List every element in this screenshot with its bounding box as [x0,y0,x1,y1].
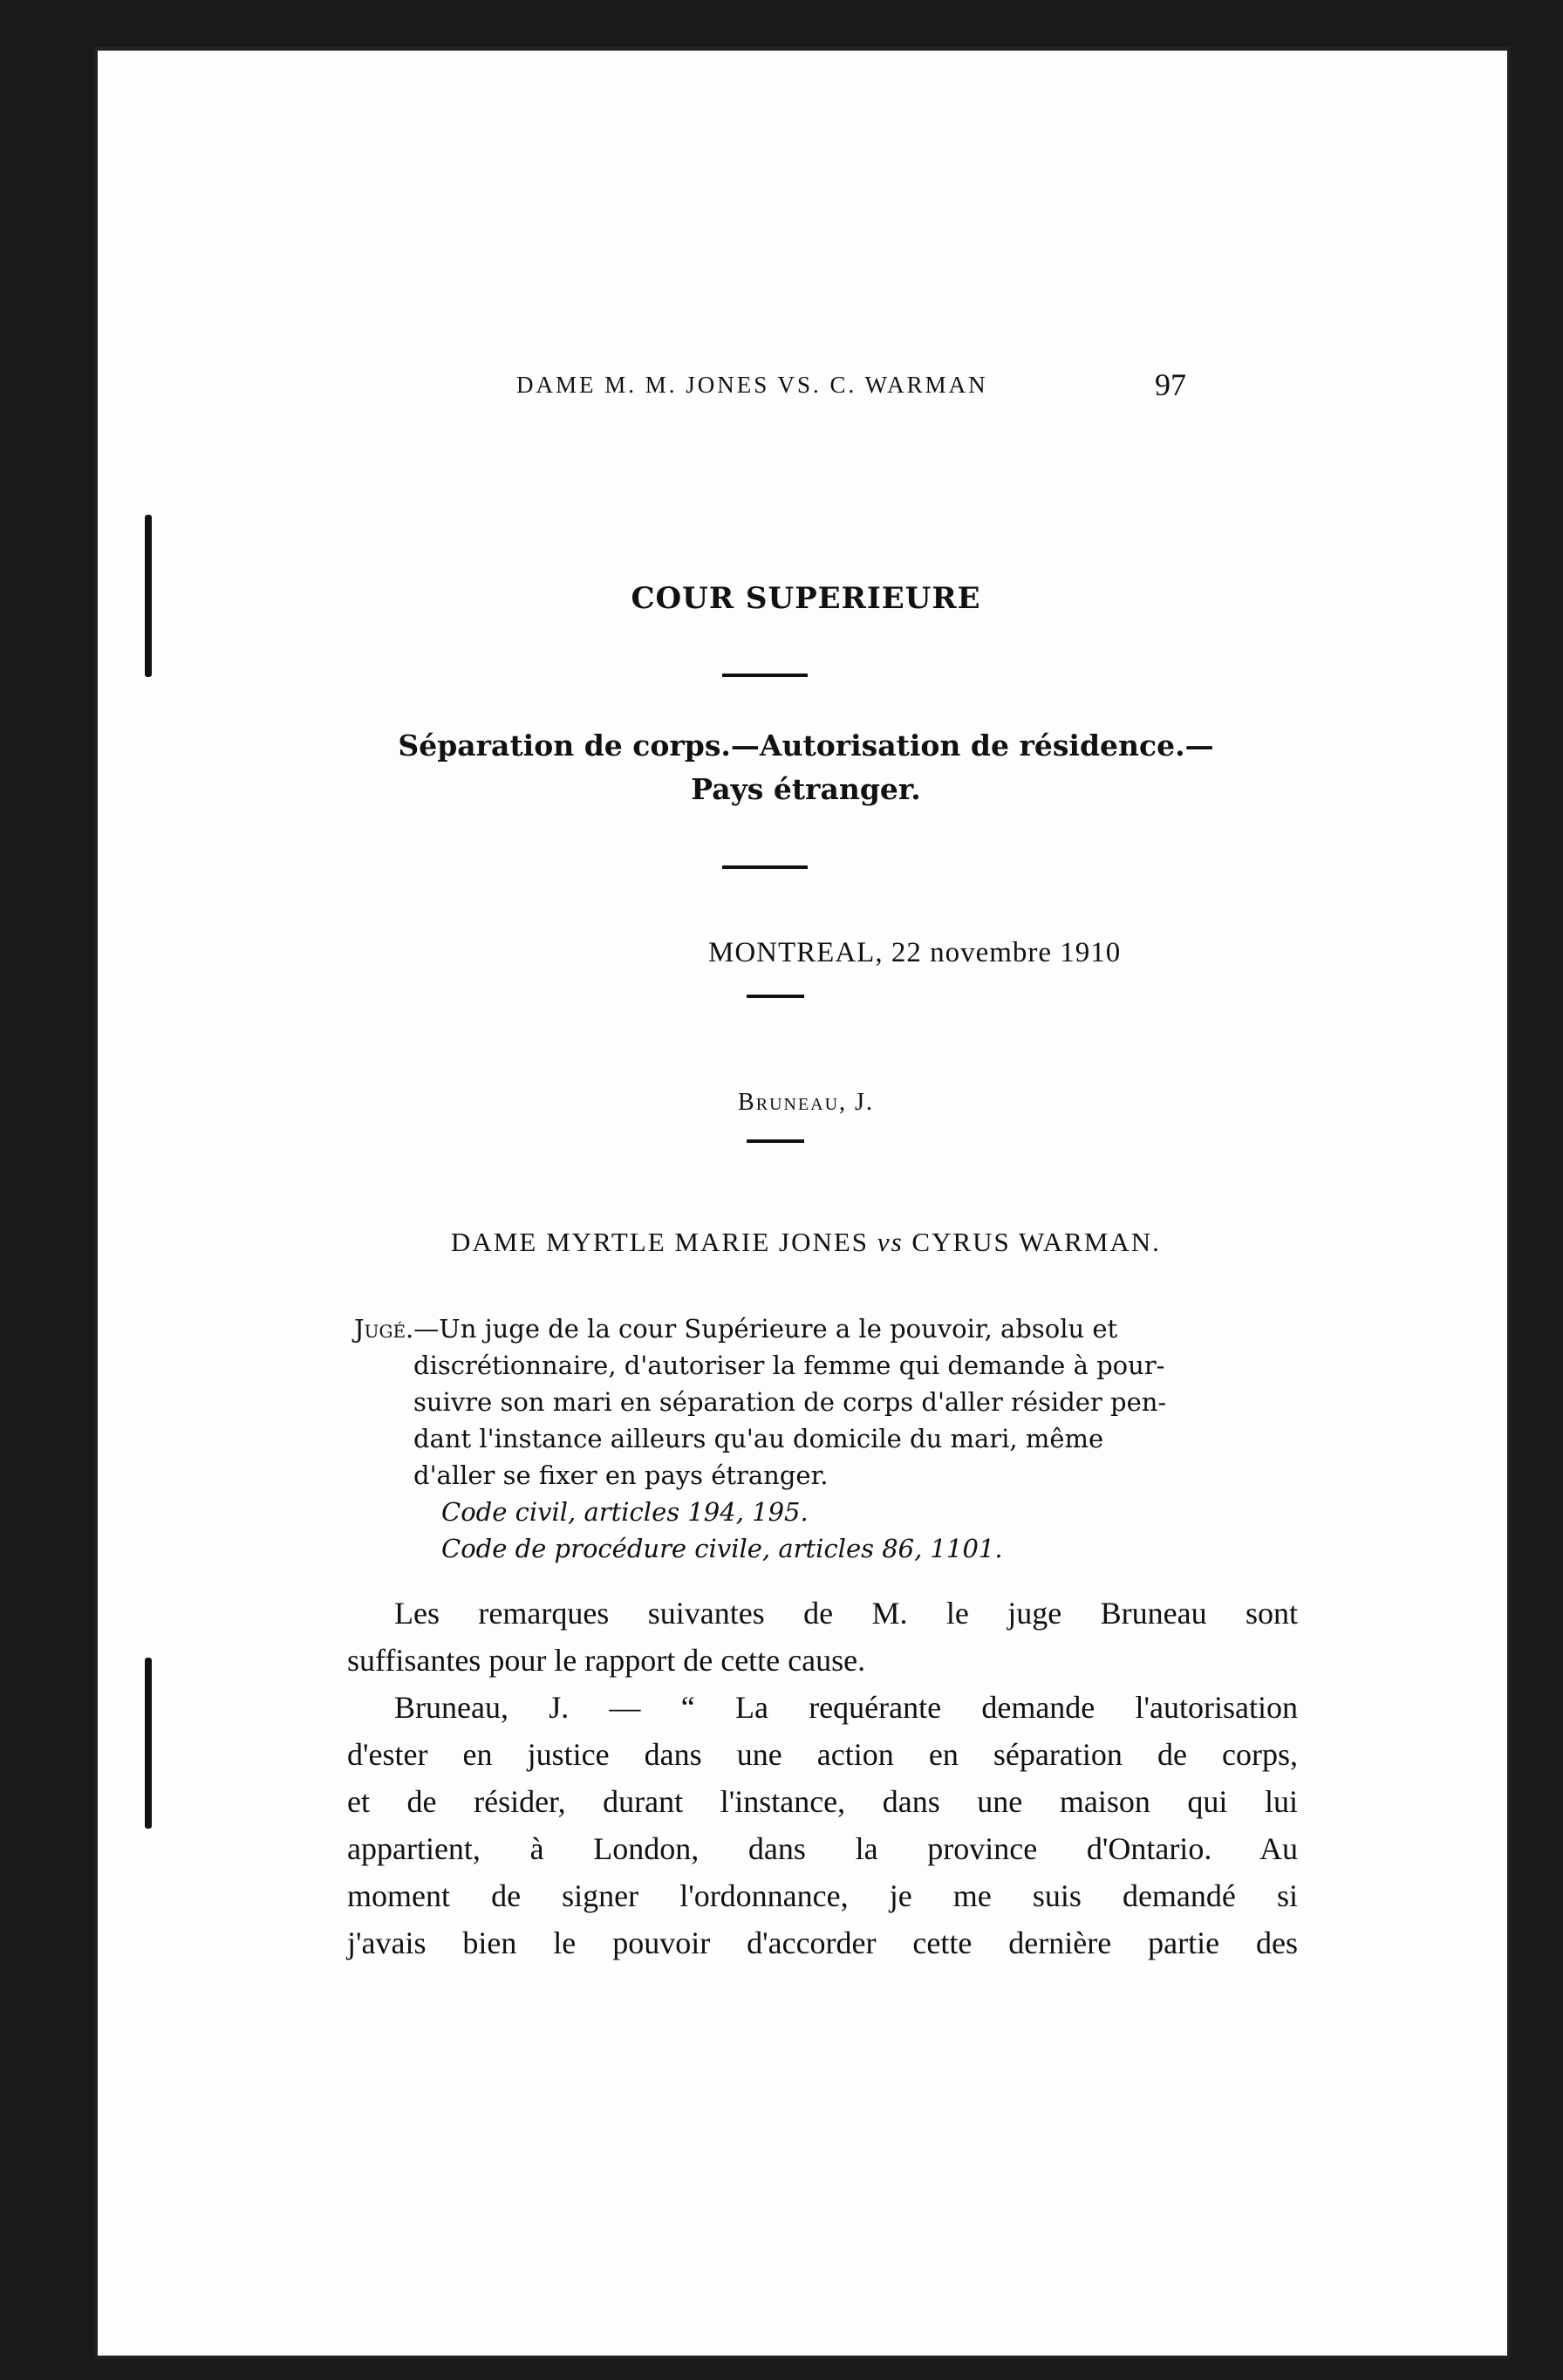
juge-label: Jugé. [354,1314,414,1344]
headnote [354,1310,1296,1567]
running-head: DAME M. M. JONES VS. C. WARMAN [516,372,988,398]
binding-mark [145,515,152,677]
plaintiff-name: DAME MYRTLE MARIE JONES [451,1227,870,1257]
separator-rule [722,865,808,869]
headnote-line-1: —Un juge de la cour Supérieure a le pouvoir, absolu et [413,1314,1118,1344]
body-line: et de résider, durant l'instance, dans une maison qui lui [347,1784,1298,1819]
case-parties [98,1227,1514,1258]
body-line: Les remarques suivantes de M. le juge Bruneau sont [394,1596,1298,1631]
court-heading: COUR SUPERIEURE [631,581,981,616]
headnote-line: suivre son mari en séparation de corps d'aller résider pen- [413,1387,1167,1417]
statute-reference: Code civil, articles 194, 195. [441,1497,809,1527]
headnote-line: discrétionnaire, d'autoriser la femme qui demande à pour- [413,1351,1165,1380]
judge-name: Bruneau, J. [738,1089,874,1116]
headnote-line [354,1310,1296,1347]
subject-heading [98,724,1514,811]
defendant-name: CYRUS WARMAN. [911,1227,1161,1257]
body-line: appartient, à London, dans la province d'Ontario. Au [347,1831,1298,1866]
page-number: 97 [1155,367,1186,402]
versus-label: vs [877,1227,904,1257]
body-line: suffisantes pour le rapport de cette cause. [347,1643,866,1678]
headnote-line: dant l'instance ailleurs qu'au domicile du mari, même [413,1424,1104,1453]
headnote-line: d'aller se fixer en pays étranger. [413,1460,829,1490]
separator-rule [747,995,804,998]
date-line: MONTREAL, 22 novembre 1910 [708,937,1122,968]
body-line: j'avais bien le pouvoir d'accorder cette dernière partie des [347,1925,1298,1960]
separator-rule [722,674,808,677]
subject-line-2: Pays étranger. [691,772,921,806]
subject-line-1: Séparation de corps.—Autorisation de résidence.— [398,728,1214,763]
body-line: moment de signer l'ordonnance, je me suis demandé si [347,1878,1298,1913]
binding-mark [145,1658,152,1829]
body-line: d'ester en justice dans une action en séparation de corps, [347,1737,1298,1772]
body-line: Bruneau, J. — “ La requérante demande l'autorisation [394,1690,1298,1725]
separator-rule [747,1139,804,1143]
body-text [347,1590,1298,1966]
statute-reference: Code de procédure civile, articles 86, 1101. [441,1534,1003,1563]
document-page [94,47,1511,2359]
